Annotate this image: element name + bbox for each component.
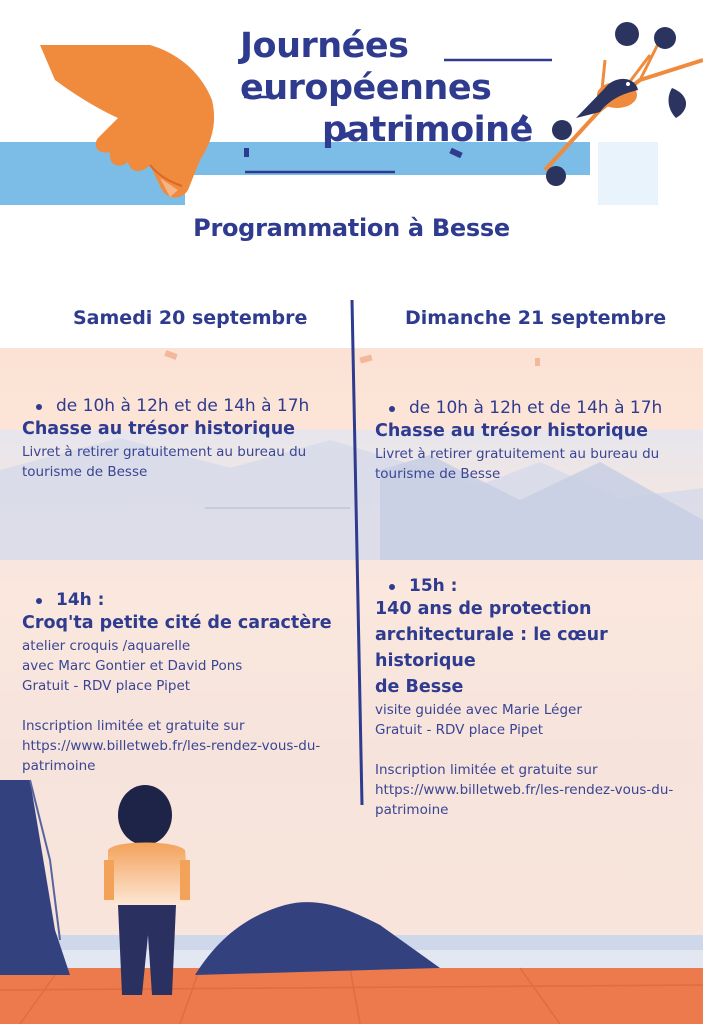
saturday-event-1: [22, 396, 342, 482]
logo-line-2: européennes: [240, 68, 492, 108]
event-desc-line: Gratuit - RDV place Pipet: [22, 678, 191, 694]
page-title: Programmation à Besse: [193, 214, 510, 242]
event-title-line: architecturale : le cœur historique: [375, 625, 608, 671]
registration-link[interactable]: patrimoine: [22, 758, 96, 774]
event-title: Chasse au trésor historique: [375, 421, 649, 441]
registration-link[interactable]: https://www.billetweb.fr/les-rendez-vous-du-: [375, 782, 674, 798]
event-time: de 10h à 12h et de 14h à 17h: [375, 398, 695, 418]
registration-line: Inscription limitée et gratuite sur: [22, 718, 245, 734]
event-desc-line: tourisme de Besse: [375, 466, 501, 482]
sunday-heading: Dimanche 21 septembre: [405, 307, 667, 329]
berry: [615, 22, 639, 46]
event-title-line: de Besse: [375, 677, 464, 697]
event-title: Croq'ta petite cité de caractère: [22, 613, 332, 633]
logo-line-1: Journées: [240, 26, 409, 66]
event-desc-line: atelier croquis /aquarelle: [22, 638, 191, 654]
logo-line-3: patrimoine: [322, 110, 533, 150]
event-title: Chasse au trésor historique: [22, 419, 296, 439]
event-desc-line: Livret à retirer gratuitement au bureau du: [375, 446, 660, 462]
sunday-event-2: [375, 576, 700, 820]
sunday-event-1: [375, 398, 695, 484]
saturday-heading: Samedi 20 septembre: [73, 307, 308, 329]
event-time: 14h :: [22, 590, 342, 610]
event-title-line: 140 ans de protection: [375, 599, 592, 619]
event-desc-line: Gratuit - RDV place Pipet: [375, 722, 544, 738]
registration-line: Inscription limitée et gratuite sur: [375, 762, 598, 778]
event-desc-line: visite guidée avec Marie Léger: [375, 702, 582, 718]
event-desc-line: avec Marc Gontier et David Pons: [22, 658, 243, 674]
registration-link[interactable]: patrimoine: [375, 802, 449, 818]
event-desc-line: Livret à retirer gratuitement au bureau du: [22, 444, 307, 460]
saturday-event-2: [22, 590, 342, 776]
event-desc-line: tourisme de Besse: [22, 464, 148, 480]
registration-link[interactable]: https://www.billetweb.fr/les-rendez-vous-du-: [22, 738, 321, 754]
event-time: de 10h à 12h et de 14h à 17h: [22, 396, 342, 416]
event-time: 15h :: [375, 576, 700, 596]
